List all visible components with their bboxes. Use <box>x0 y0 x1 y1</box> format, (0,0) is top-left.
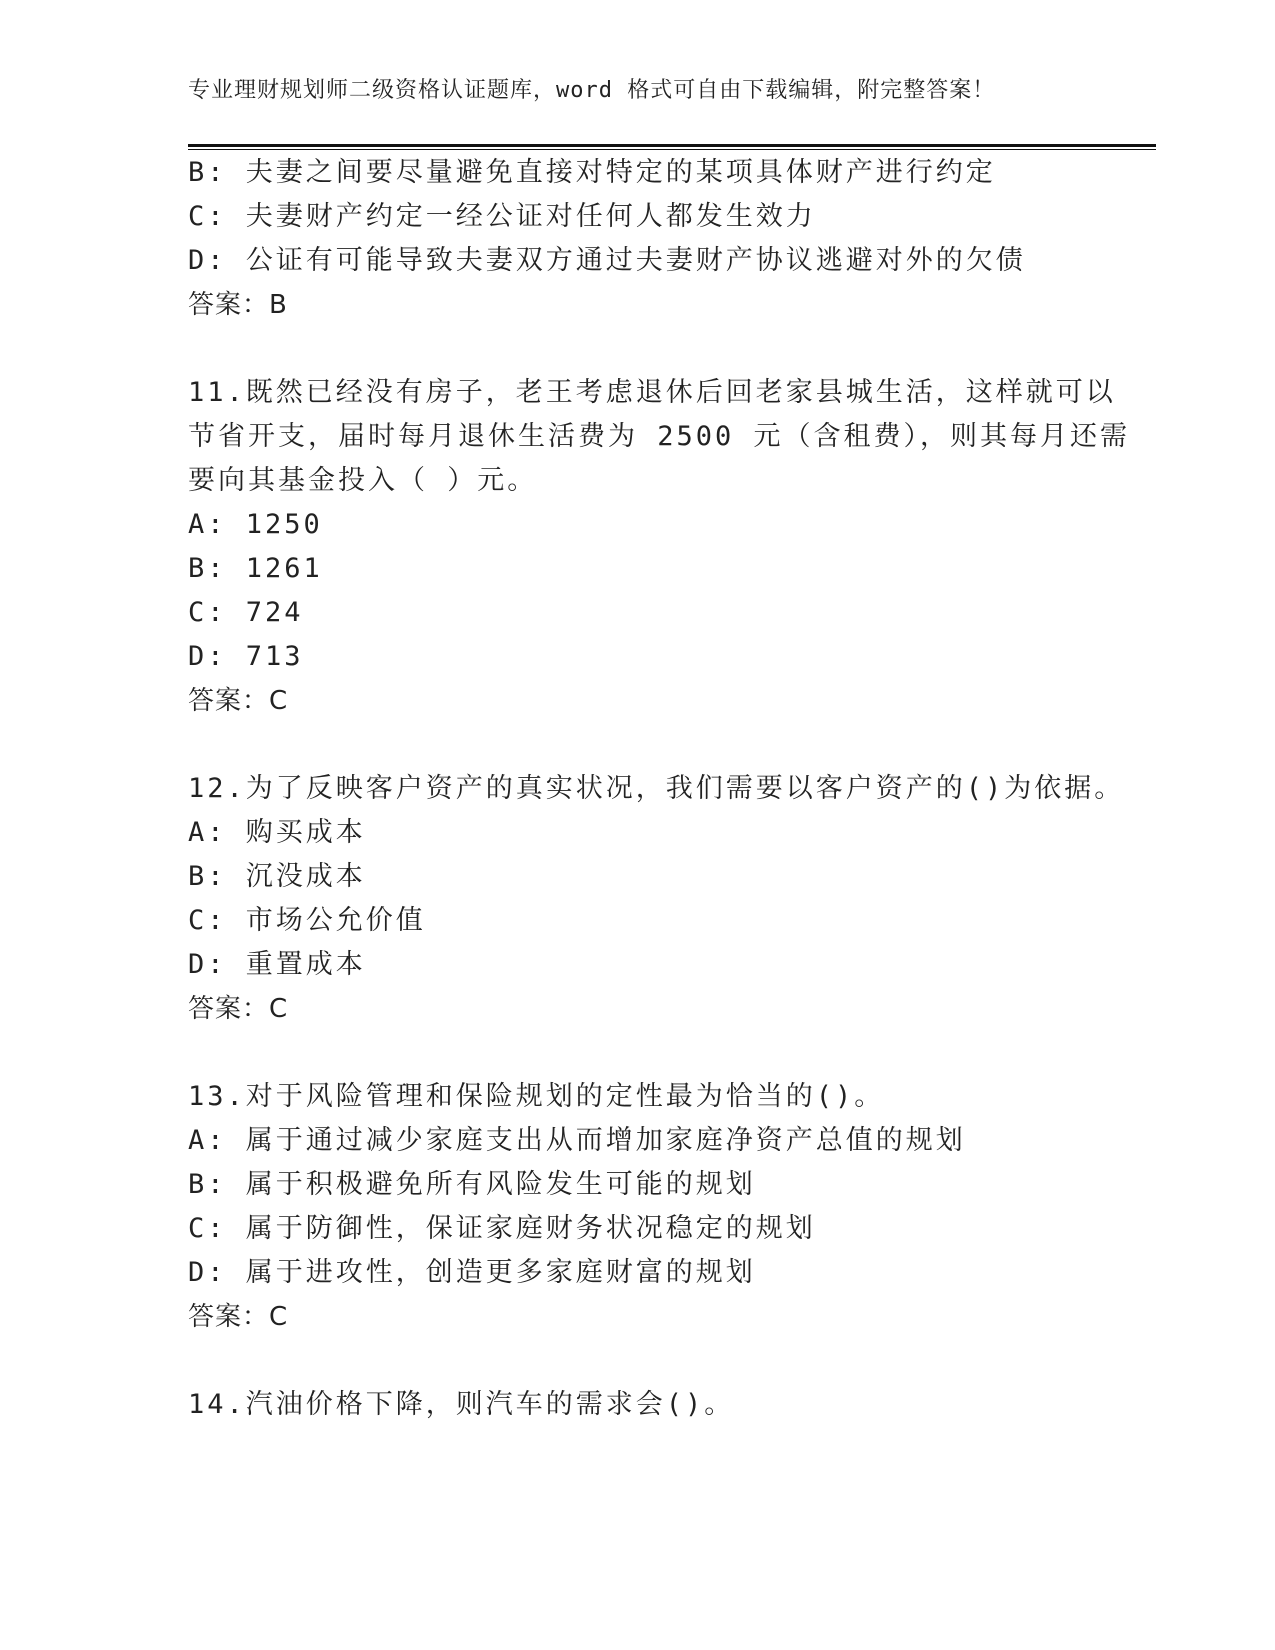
q13-option-d: D: 属于进攻性，创造更多家庭财富的规划 <box>188 1257 756 1288</box>
q11-option-b: B: 1261 <box>188 553 323 584</box>
q13-question: 13.对于风险管理和保险规划的定性最为恰当的()。 <box>188 1081 885 1112</box>
q10-option-d: D: 公证有可能导致夫妻双方通过夫妻财产协议逃避对外的欠债 <box>188 245 1026 276</box>
q11-option-a: A: 1250 <box>188 509 323 540</box>
header-divider-thick <box>188 144 1156 147</box>
q13-option-a: A: 属于通过减少家庭支出从而增加家庭净资产总值的规划 <box>188 1125 966 1156</box>
q10-option-c: C: 夫妻财产约定一经公证对任何人都发生效力 <box>188 201 816 232</box>
q13-option-c: C: 属于防御性，保证家庭财务状况稳定的规划 <box>188 1213 816 1244</box>
q12-option-b: B: 沉没成本 <box>188 861 366 892</box>
q14-question: 14.汽油价格下降，则汽车的需求会()。 <box>188 1389 735 1420</box>
q11-question-line-3: 要向其基金投入（ ）元。 <box>188 465 538 496</box>
q12-option-c: C: 市场公允价值 <box>188 905 426 936</box>
q11-question-line-1: 11.既然已经没有房子，老王考虑退休后回老家县城生活，这样就可以 <box>188 377 1116 408</box>
q11-answer: 答案：C <box>188 686 289 716</box>
q13-option-b: B: 属于积极避免所有风险发生可能的规划 <box>188 1169 756 1200</box>
q11-question-line-2: 节省开支，届时每月退休生活费为 2500 元（含租费），则其每月还需 <box>188 421 1131 452</box>
q10-answer: 答案：B <box>188 290 288 320</box>
q11-option-c: C: 724 <box>188 597 304 628</box>
q10-option-b: B: 夫妻之间要尽量避免直接对特定的某项具体财产进行约定 <box>188 157 996 188</box>
q12-option-d: D: 重置成本 <box>188 949 366 980</box>
q13-answer: 答案：C <box>188 1302 289 1332</box>
q12-answer: 答案：C <box>188 994 289 1024</box>
page-header: 专业理财规划师二级资格认证题库，word 格式可自由下载编辑，附完整答案！ <box>188 78 996 103</box>
q11-option-d: D: 713 <box>188 641 304 672</box>
q12-question: 12.为了反映客户资产的真实状况，我们需要以客户资产的()为依据。 <box>188 773 1125 804</box>
q12-option-a: A: 购买成本 <box>188 817 366 848</box>
